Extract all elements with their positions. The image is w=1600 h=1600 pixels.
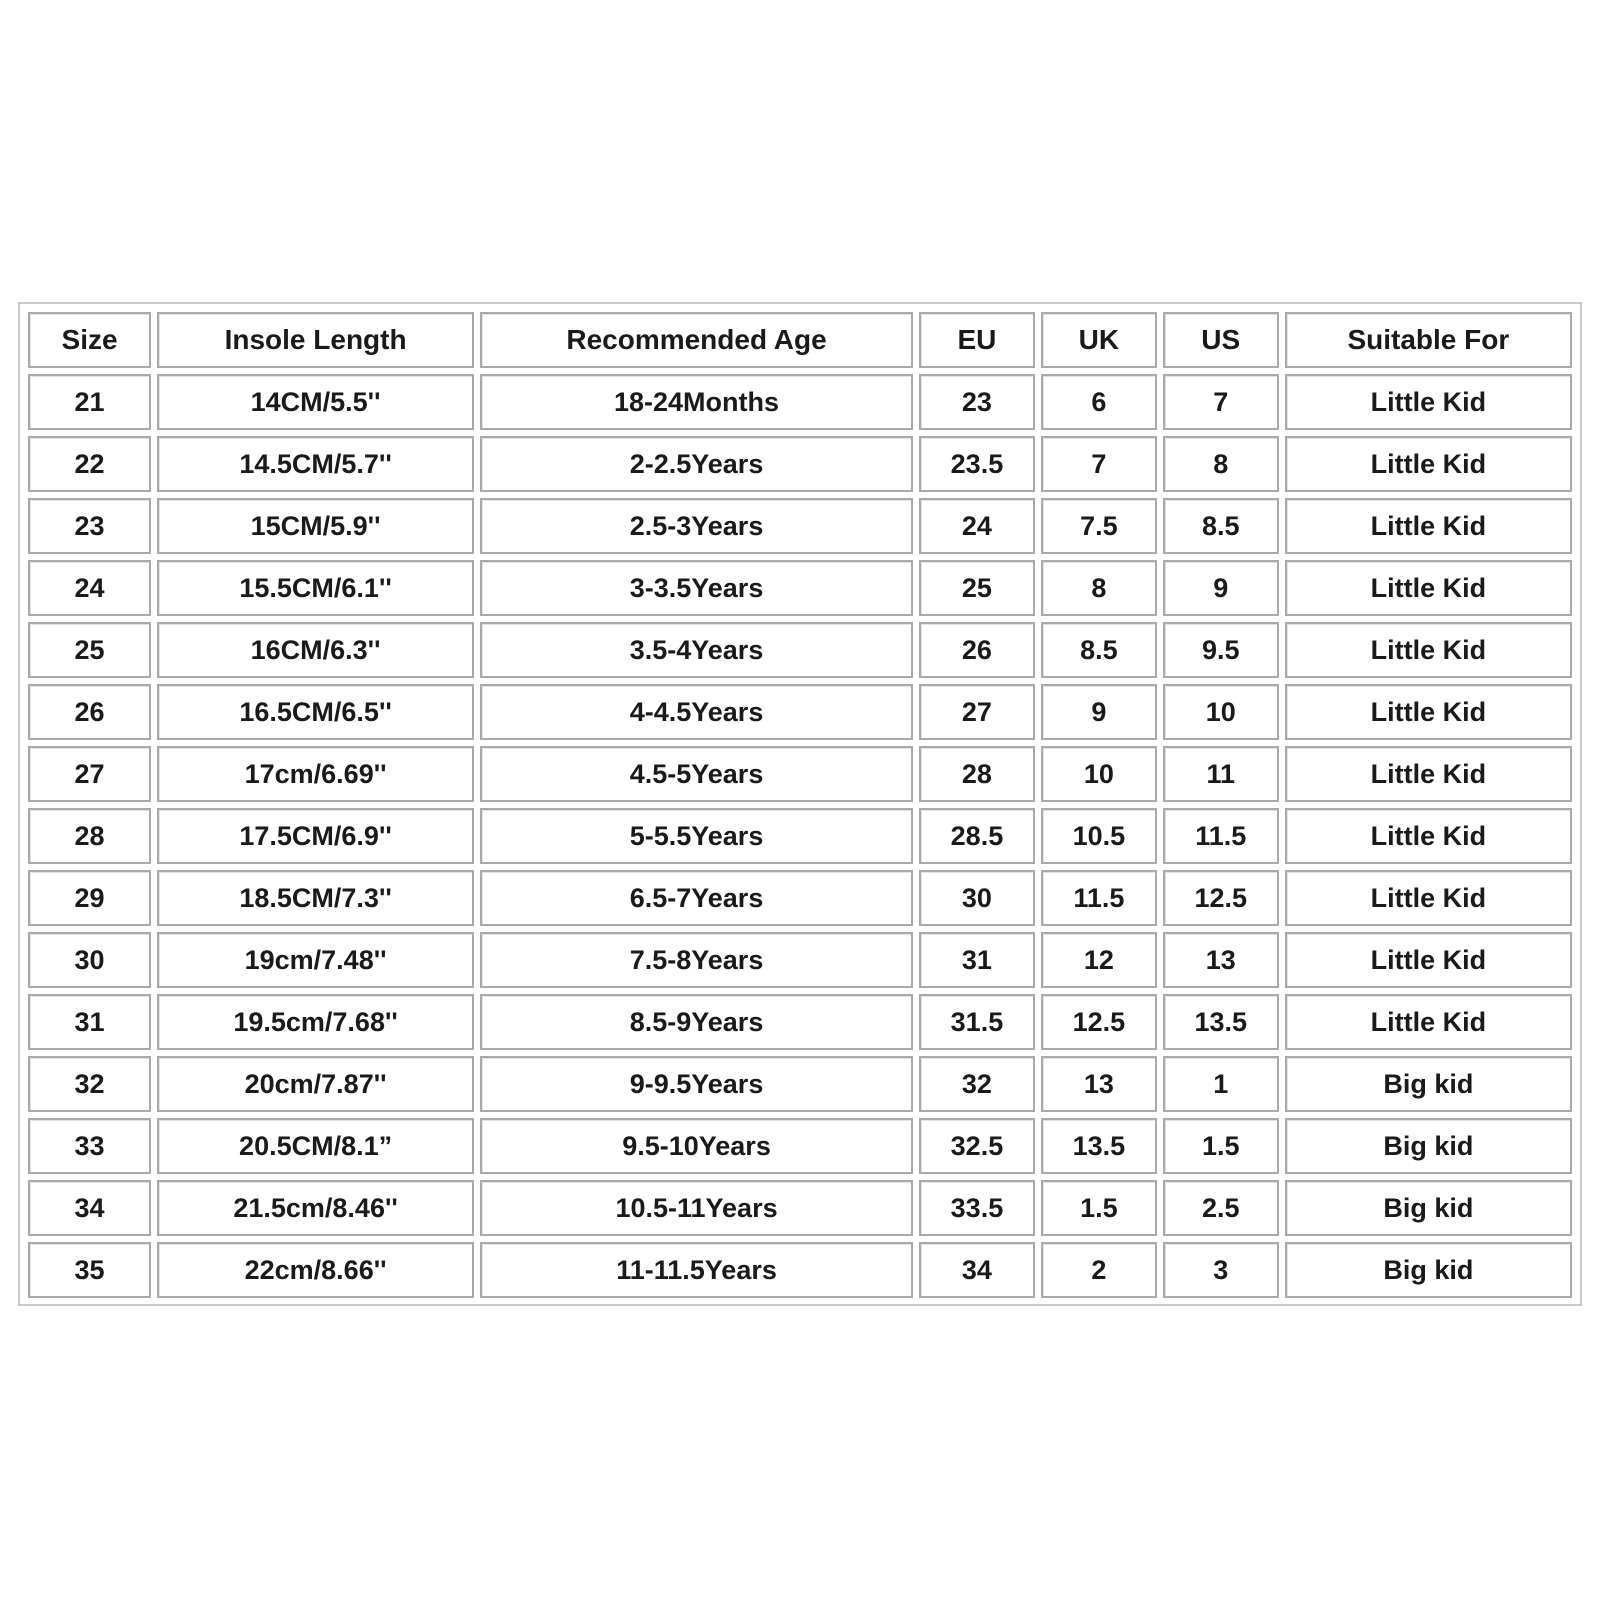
cell-suitable-for: Little Kid [1285, 684, 1572, 740]
table-row [28, 994, 1572, 1050]
cell-us: 13 [1163, 932, 1279, 988]
cell-us: 9 [1163, 560, 1279, 616]
table-row [28, 808, 1572, 864]
table-row [28, 374, 1572, 430]
table-row [28, 932, 1572, 988]
cell-size: 27 [28, 746, 151, 802]
cell-recommended-age: 3.5-4Years [480, 622, 913, 678]
cell-recommended-age: 10.5-11Years [480, 1180, 913, 1236]
table-row [28, 1118, 1572, 1174]
header-suitable-for: Suitable For [1285, 312, 1572, 368]
cell-eu: 31 [919, 932, 1035, 988]
header-uk: UK [1041, 312, 1157, 368]
cell-us: 12.5 [1163, 870, 1279, 926]
cell-uk: 2 [1041, 1242, 1157, 1298]
cell-uk: 7 [1041, 436, 1157, 492]
cell-insole-length: 17cm/6.69'' [157, 746, 474, 802]
cell-eu: 24 [919, 498, 1035, 554]
cell-insole-length: 20.5CM/8.1” [157, 1118, 474, 1174]
cell-insole-length: 19.5cm/7.68'' [157, 994, 474, 1050]
header-recommended-age: Recommended Age [480, 312, 913, 368]
cell-suitable-for: Little Kid [1285, 746, 1572, 802]
cell-insole-length: 15CM/5.9'' [157, 498, 474, 554]
table-row [28, 560, 1572, 616]
cell-us: 8.5 [1163, 498, 1279, 554]
cell-eu: 32.5 [919, 1118, 1035, 1174]
table-row [28, 622, 1572, 678]
cell-suitable-for: Big kid [1285, 1242, 1572, 1298]
cell-size: 29 [28, 870, 151, 926]
cell-recommended-age: 5-5.5Years [480, 808, 913, 864]
cell-us: 3 [1163, 1242, 1279, 1298]
cell-eu: 28.5 [919, 808, 1035, 864]
cell-uk: 12 [1041, 932, 1157, 988]
cell-eu: 34 [919, 1242, 1035, 1298]
cell-us: 1.5 [1163, 1118, 1279, 1174]
header-eu: EU [919, 312, 1035, 368]
cell-uk: 7.5 [1041, 498, 1157, 554]
cell-recommended-age: 6.5-7Years [480, 870, 913, 926]
cell-recommended-age: 9.5-10Years [480, 1118, 913, 1174]
cell-size: 35 [28, 1242, 151, 1298]
cell-insole-length: 20cm/7.87'' [157, 1056, 474, 1112]
cell-eu: 33.5 [919, 1180, 1035, 1236]
cell-eu: 23 [919, 374, 1035, 430]
size-chart-frame [18, 302, 1582, 1306]
cell-uk: 8 [1041, 560, 1157, 616]
cell-suitable-for: Little Kid [1285, 436, 1572, 492]
cell-size: 31 [28, 994, 151, 1050]
cell-suitable-for: Big kid [1285, 1180, 1572, 1236]
cell-insole-length: 19cm/7.48'' [157, 932, 474, 988]
cell-uk: 10 [1041, 746, 1157, 802]
cell-uk: 10.5 [1041, 808, 1157, 864]
cell-size: 28 [28, 808, 151, 864]
cell-suitable-for: Big kid [1285, 1056, 1572, 1112]
table-body [28, 374, 1572, 1298]
cell-uk: 1.5 [1041, 1180, 1157, 1236]
cell-insole-length: 15.5CM/6.1'' [157, 560, 474, 616]
table-row [28, 1242, 1572, 1298]
cell-insole-length: 14.5CM/5.7'' [157, 436, 474, 492]
cell-suitable-for: Little Kid [1285, 808, 1572, 864]
cell-recommended-age: 11-11.5Years [480, 1242, 913, 1298]
cell-insole-length: 18.5CM/7.3'' [157, 870, 474, 926]
cell-uk: 9 [1041, 684, 1157, 740]
cell-uk: 13 [1041, 1056, 1157, 1112]
table-row [28, 870, 1572, 926]
cell-recommended-age: 18-24Months [480, 374, 913, 430]
cell-recommended-age: 7.5-8Years [480, 932, 913, 988]
cell-size: 34 [28, 1180, 151, 1236]
cell-eu: 31.5 [919, 994, 1035, 1050]
cell-insole-length: 14CM/5.5'' [157, 374, 474, 430]
table-row [28, 1056, 1572, 1112]
cell-eu: 28 [919, 746, 1035, 802]
cell-us: 9.5 [1163, 622, 1279, 678]
cell-suitable-for: Little Kid [1285, 498, 1572, 554]
cell-suitable-for: Little Kid [1285, 932, 1572, 988]
cell-us: 11 [1163, 746, 1279, 802]
cell-size: 23 [28, 498, 151, 554]
cell-us: 7 [1163, 374, 1279, 430]
table-row [28, 1180, 1572, 1236]
cell-recommended-age: 9-9.5Years [480, 1056, 913, 1112]
table-row [28, 684, 1572, 740]
cell-size: 33 [28, 1118, 151, 1174]
cell-suitable-for: Little Kid [1285, 870, 1572, 926]
cell-recommended-age: 3-3.5Years [480, 560, 913, 616]
header-row [28, 312, 1572, 368]
cell-eu: 27 [919, 684, 1035, 740]
cell-us: 10 [1163, 684, 1279, 740]
cell-suitable-for: Little Kid [1285, 560, 1572, 616]
cell-uk: 12.5 [1041, 994, 1157, 1050]
cell-us: 1 [1163, 1056, 1279, 1112]
cell-insole-length: 21.5cm/8.46'' [157, 1180, 474, 1236]
cell-suitable-for: Little Kid [1285, 374, 1572, 430]
header-insole-length: Insole Length [157, 312, 474, 368]
cell-us: 13.5 [1163, 994, 1279, 1050]
cell-suitable-for: Little Kid [1285, 622, 1572, 678]
header-size: Size [28, 312, 151, 368]
size-chart-table [22, 306, 1578, 1304]
cell-size: 22 [28, 436, 151, 492]
table-row [28, 746, 1572, 802]
cell-size: 24 [28, 560, 151, 616]
cell-uk: 8.5 [1041, 622, 1157, 678]
cell-eu: 23.5 [919, 436, 1035, 492]
cell-insole-length: 16.5CM/6.5'' [157, 684, 474, 740]
cell-insole-length: 16CM/6.3'' [157, 622, 474, 678]
cell-size: 21 [28, 374, 151, 430]
cell-uk: 13.5 [1041, 1118, 1157, 1174]
cell-uk: 6 [1041, 374, 1157, 430]
cell-uk: 11.5 [1041, 870, 1157, 926]
table-row [28, 436, 1572, 492]
cell-size: 25 [28, 622, 151, 678]
header-us: US [1163, 312, 1279, 368]
cell-us: 11.5 [1163, 808, 1279, 864]
table-row [28, 498, 1572, 554]
cell-insole-length: 22cm/8.66'' [157, 1242, 474, 1298]
cell-us: 2.5 [1163, 1180, 1279, 1236]
cell-recommended-age: 2-2.5Years [480, 436, 913, 492]
cell-eu: 30 [919, 870, 1035, 926]
cell-size: 30 [28, 932, 151, 988]
cell-recommended-age: 4.5-5Years [480, 746, 913, 802]
cell-eu: 32 [919, 1056, 1035, 1112]
cell-size: 26 [28, 684, 151, 740]
cell-recommended-age: 8.5-9Years [480, 994, 913, 1050]
cell-us: 8 [1163, 436, 1279, 492]
cell-insole-length: 17.5CM/6.9'' [157, 808, 474, 864]
cell-recommended-age: 4-4.5Years [480, 684, 913, 740]
cell-suitable-for: Little Kid [1285, 994, 1572, 1050]
cell-size: 32 [28, 1056, 151, 1112]
cell-suitable-for: Big kid [1285, 1118, 1572, 1174]
cell-eu: 26 [919, 622, 1035, 678]
cell-eu: 25 [919, 560, 1035, 616]
cell-recommended-age: 2.5-3Years [480, 498, 913, 554]
